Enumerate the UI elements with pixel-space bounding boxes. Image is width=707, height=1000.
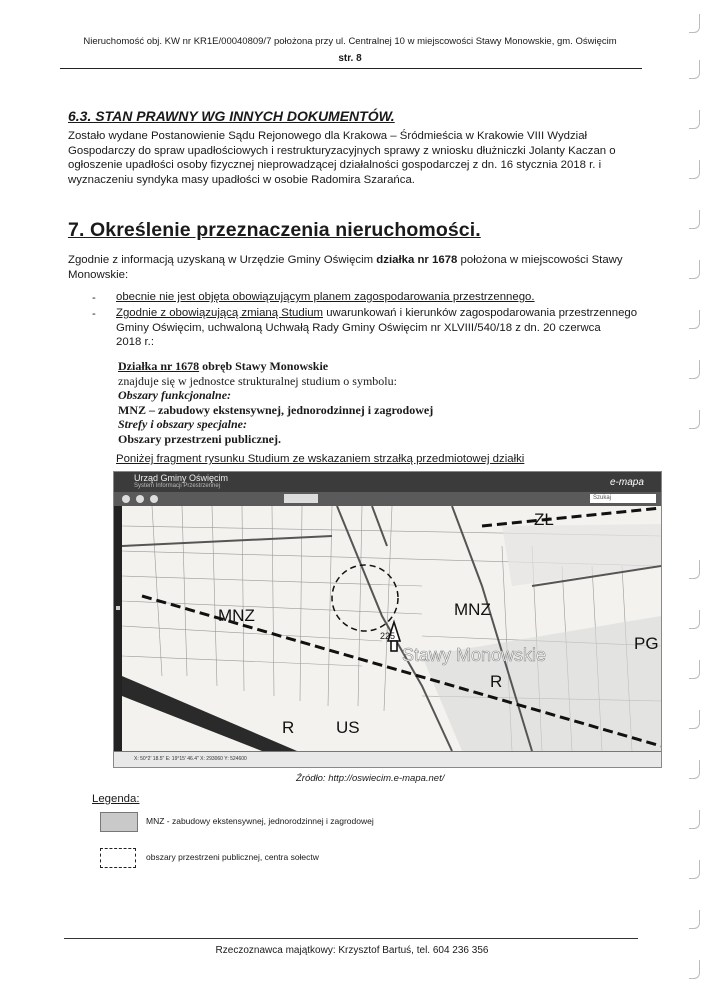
bullet-2 bbox=[116, 306, 642, 350]
section-6-3-paragraph bbox=[68, 129, 642, 187]
intro-text: Monowskie: bbox=[68, 268, 129, 281]
intro-text: Zgodnie z informacją uzyskaną w Urzędzie Gminy Oświęcim bbox=[68, 254, 377, 266]
map-status-bar bbox=[114, 751, 661, 768]
binder-mark bbox=[689, 610, 700, 629]
portal-subtitle: System Informacji Przestrzennej bbox=[134, 483, 221, 489]
map-caption: Poniżej fragment rysunku Studium ze wskazaniem strzałką przedmiotowej działki bbox=[116, 453, 525, 465]
studium-text: MNZ – zabudowy ekstensywnej, jednorodzinnej i zagrodowej bbox=[118, 402, 434, 417]
map-label-us: US bbox=[336, 718, 360, 737]
footer-divider bbox=[64, 938, 638, 939]
brand-logo: e-mapa bbox=[610, 477, 644, 488]
binder-mark bbox=[689, 960, 700, 979]
map-coordinates: X: 50°2' 18.5" E: 19°15' 46.4" X: 293060 Y: 524600 bbox=[134, 756, 247, 762]
zoom-slider-handle[interactable] bbox=[116, 606, 120, 610]
layer-select[interactable] bbox=[284, 494, 318, 503]
binder-mark bbox=[689, 360, 700, 379]
section-7-intro bbox=[68, 253, 642, 282]
legend-swatch-mnz bbox=[100, 812, 138, 832]
map-canvas bbox=[122, 506, 661, 751]
map-parcel-number: 225 bbox=[380, 631, 396, 641]
studium-subheading: Obszary funkcjonalne: bbox=[118, 388, 232, 403]
map-portal-header bbox=[114, 472, 661, 492]
header-divider bbox=[60, 68, 642, 69]
binder-mark bbox=[689, 210, 700, 229]
studium-block bbox=[118, 359, 598, 447]
intro-parcel: działka nr 1678 bbox=[376, 254, 458, 266]
header-text: Nieruchomość obj. KW nr KR1E/00040809/7 położona przy ul. Centralnej 10 w miejscowości Stawy Monowskie, gm. Oświęcim bbox=[83, 36, 617, 47]
binder-mark bbox=[689, 310, 700, 329]
binder-mark bbox=[689, 410, 700, 429]
village-label: Stawy Monowskie bbox=[402, 645, 547, 665]
bullet-2-text: 2018 r.: bbox=[116, 336, 154, 349]
studium-text: Obszary przestrzeni publicznej. bbox=[118, 431, 281, 446]
binder-mark bbox=[689, 110, 700, 129]
map-label-r-south: R bbox=[282, 718, 295, 737]
map-label-r-east: R bbox=[490, 672, 503, 691]
map-label-pg: PG bbox=[634, 634, 659, 653]
map-toolbar[interactable] bbox=[114, 492, 661, 506]
intro-text: położona w miejscowości Stawy bbox=[457, 254, 623, 266]
studium-map bbox=[113, 471, 662, 768]
section-6-3-heading: 6.3. STAN PRAWNY WG INNYCH DOKUMENTÓW. bbox=[68, 108, 395, 124]
binder-mark bbox=[689, 860, 700, 879]
studium-subheading: Strefy i obszary specjalne: bbox=[118, 417, 247, 432]
section-7-heading: 7. Określenie przeznaczenia nieruchomości. bbox=[68, 219, 481, 241]
bullet-1: obecnie nie jest objęta obowiązującym planem zagospodarowania przestrzennego. bbox=[116, 291, 535, 303]
portal-title: Urząd Gminy Oświęcim bbox=[134, 473, 229, 483]
studium-precinct: obręb Stawy Monowskie bbox=[199, 359, 329, 373]
binder-mark bbox=[689, 60, 700, 79]
studium-text: znajduje się w jednostce strukturalnej studium o symbolu: bbox=[118, 373, 397, 388]
binder-mark bbox=[689, 14, 700, 33]
legend-swatch-public-space bbox=[100, 848, 136, 868]
map-label-mnz-west: MNZ bbox=[218, 606, 255, 625]
binder-mark bbox=[689, 160, 700, 179]
binder-mark bbox=[689, 910, 700, 929]
footer-text: Rzeczoznawca majątkowy: Krzysztof Bartuś, tel. 604 236 356 bbox=[215, 945, 489, 956]
paragraph-line: Gospodarczy do spraw upadłościowych i restrukturyzacyjnych sprawy z wniosku dłużniczki Jolanty Kaczan o bbox=[68, 144, 616, 157]
map-label-zl: ZŁ bbox=[534, 510, 554, 529]
paragraph-line: Zostało wydane Postanowienie Sądu Rejonowego dla Krakowa – Śródmieścia w Krakowie VIII Wydział bbox=[68, 130, 588, 142]
bullet-dash: - bbox=[92, 308, 96, 320]
bullet-2-text: Gminy Oświęcim, uchwaloną Uchwałą Rady Gminy Oświęcim nr XLVIII/540/18 z dn. 20 czerwca bbox=[116, 321, 601, 334]
legend-item-mnz: MNZ - zabudowy ekstensywnej, jednorodzinnej i zagrodowej bbox=[146, 816, 374, 826]
paragraph-line: ogłoszenie upadłości osoby fizycznej nieprowadzącej działalności gospodarczej z dn. 16 stycznia 2018 r. i bbox=[68, 159, 602, 172]
bullet-2-text: uwarunkowań i kierunków zagospodarowania przestrzennego bbox=[323, 307, 638, 319]
studium-parcel: Działka nr 1678 bbox=[118, 359, 200, 373]
home-icon[interactable] bbox=[122, 495, 130, 503]
map-source: Źródło: http://oswiecim.e-mapa.net/ bbox=[296, 773, 445, 784]
binder-mark bbox=[689, 710, 700, 729]
info-icon[interactable] bbox=[150, 495, 158, 503]
search-input[interactable]: Szukaj bbox=[590, 494, 656, 503]
paragraph-line: wyznaczeniu syndyka masy upadłości w osobie Radomira Szarańca. bbox=[68, 173, 415, 186]
binder-mark bbox=[689, 660, 700, 679]
binder-mark bbox=[689, 260, 700, 279]
bullet-dash: - bbox=[92, 292, 96, 304]
binder-mark bbox=[689, 760, 700, 779]
legend-title: Legenda: bbox=[92, 793, 140, 805]
map-zoom-bar[interactable] bbox=[114, 506, 122, 751]
map-label-mnz-east: MNZ bbox=[454, 600, 491, 619]
zoom-icon[interactable] bbox=[136, 495, 144, 503]
binder-mark bbox=[689, 810, 700, 829]
page-number: str. 8 bbox=[338, 53, 362, 64]
legend-item-public-space: obszary przestrzeni publicznej, centra sołectw bbox=[146, 852, 319, 862]
binder-mark bbox=[689, 560, 700, 579]
bullet-2-underlined: Zgodnie z obowiązującą zmianą Studium bbox=[116, 307, 324, 319]
